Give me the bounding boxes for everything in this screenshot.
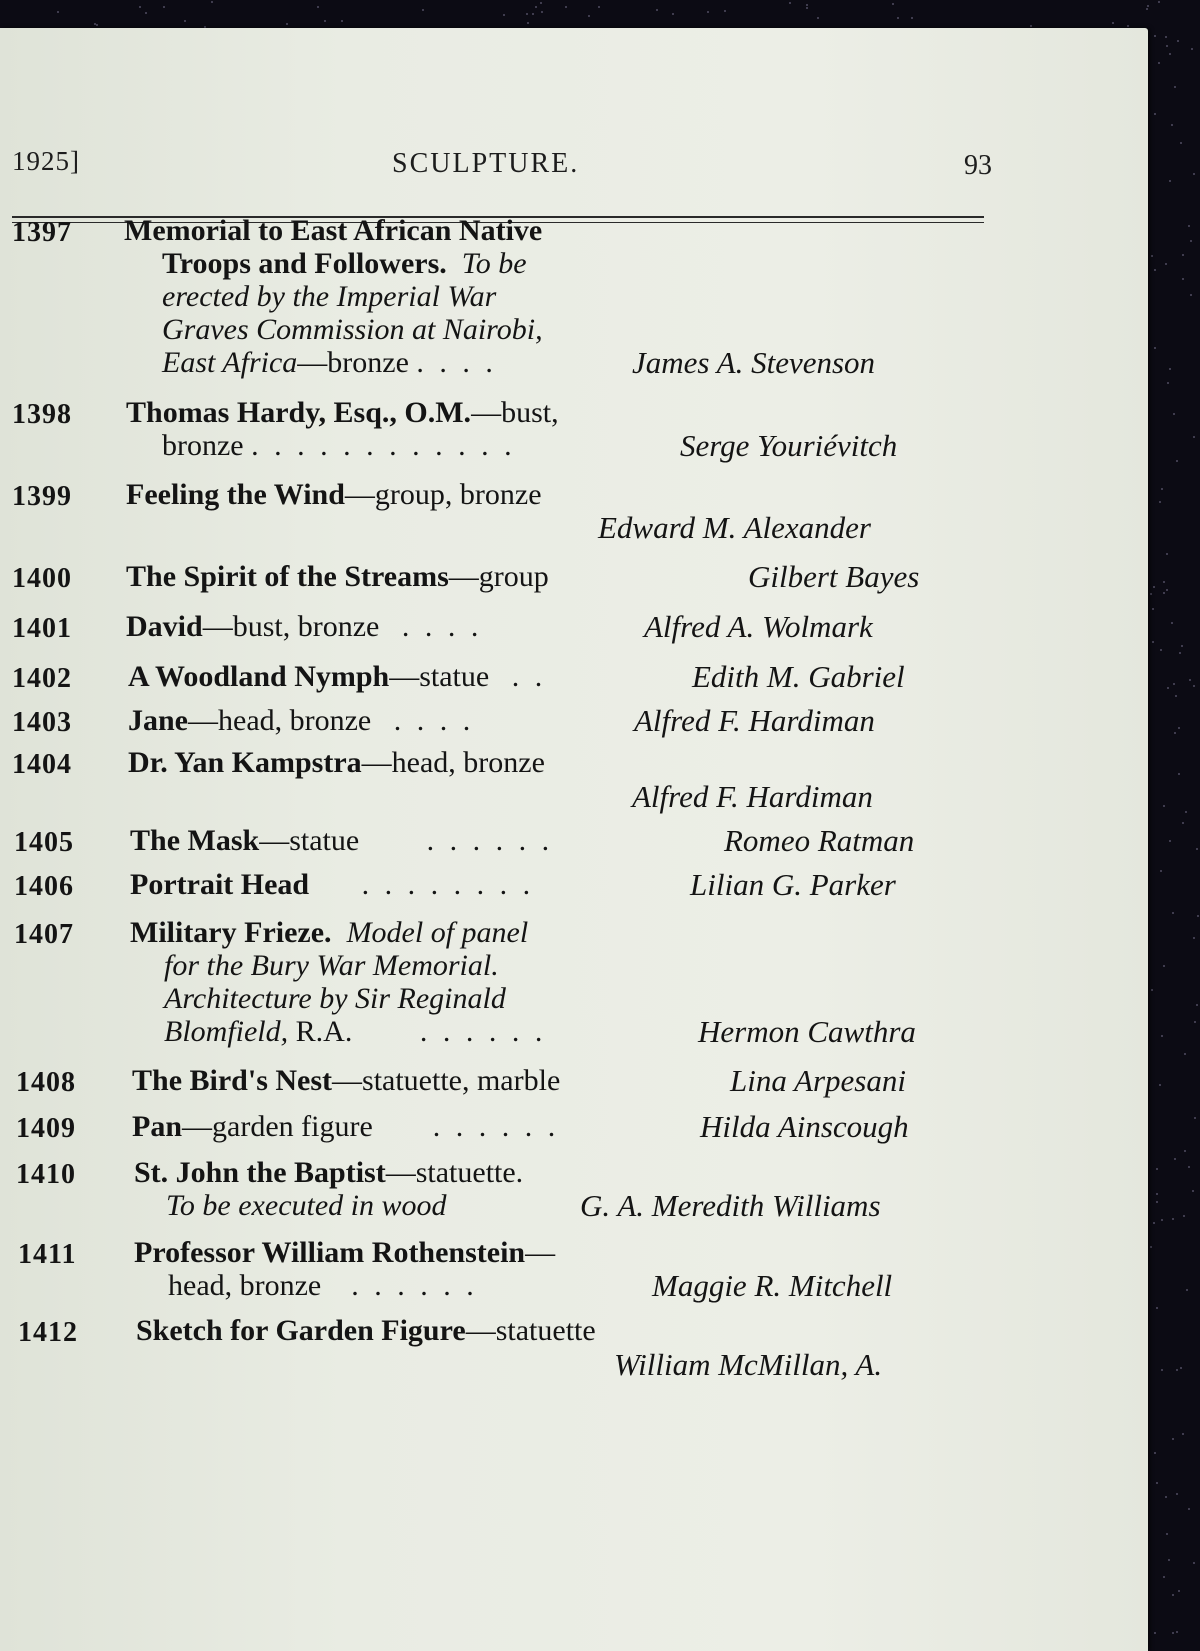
background-speck — [145, 12, 147, 14]
background-speck — [1153, 1222, 1155, 1224]
background-speck — [1175, 695, 1177, 697]
background-speck — [1147, 5, 1149, 7]
catalogue-entry — [16, 1156, 996, 1228]
background-speck — [1176, 1631, 1178, 1633]
background-speck — [1158, 62, 1160, 64]
background-speck — [1166, 45, 1168, 47]
background-speck — [588, 15, 590, 17]
background-speck — [707, 11, 709, 13]
background-speck — [1156, 1201, 1158, 1203]
entry-artist: Alfred A. Wolmark — [644, 609, 873, 644]
catalogue-entry — [12, 478, 992, 548]
background-speck — [724, 10, 726, 12]
background-speck — [1163, 965, 1165, 967]
background-speck — [1156, 1307, 1158, 1309]
catalogue-entry — [18, 1314, 998, 1386]
running-header — [12, 140, 992, 186]
background-speck — [1193, 685, 1195, 687]
background-speck — [1172, 1438, 1174, 1440]
background-speck — [1188, 1166, 1190, 1168]
background-speck — [1188, 225, 1190, 227]
background-speck — [817, 17, 819, 19]
entry-number: 1398 — [12, 399, 72, 430]
background-speck — [897, 17, 899, 19]
background-speck — [1177, 40, 1179, 42]
entry-medium-line: bronze . . . . . . . . . . . . — [162, 429, 516, 462]
background-speck — [1169, 53, 1171, 55]
background-speck — [892, 3, 894, 5]
background-speck — [1159, 1084, 1161, 1086]
entry-title-line: Military Frieze. Model of panel — [130, 916, 529, 949]
entry-artist: Edith M. Gabriel — [692, 659, 905, 694]
catalogue-entry — [12, 560, 992, 600]
background-speck — [1152, 641, 1154, 643]
background-speck — [1174, 732, 1176, 734]
entry-title-line: The Spirit of the Streams—group — [126, 560, 549, 593]
background-speck — [1183, 1215, 1185, 1217]
background-speck — [527, 22, 529, 24]
background-speck — [1186, 1289, 1188, 1291]
background-speck — [535, 6, 537, 8]
background-speck — [1184, 1053, 1186, 1055]
background-speck — [1154, 35, 1156, 37]
background-speck — [1180, 142, 1182, 144]
background-speck — [1185, 811, 1187, 813]
background-speck — [1163, 592, 1165, 594]
entry-medium-line: head, bronze . . . . . . — [168, 1269, 478, 1302]
catalogue-entry — [16, 1064, 996, 1104]
background-speck — [1150, 593, 1152, 595]
background-speck — [1194, 1117, 1196, 1119]
entry-artist: G. A. Meredith Williams — [580, 1188, 881, 1223]
entry-artist: Gilbert Bayes — [748, 559, 920, 594]
background-speck — [1161, 1219, 1163, 1221]
background-speck — [1160, 870, 1162, 872]
entry-artist: Maggie R. Mitchell — [652, 1268, 893, 1303]
page-number: 93 — [964, 150, 992, 181]
entry-title-line: A Woodland Nymph—statue . . — [128, 660, 547, 693]
background-speck — [1172, 1632, 1174, 1634]
background-speck — [1150, 1246, 1152, 1248]
background-speck — [1127, 25, 1129, 27]
entry-number: 1399 — [12, 481, 72, 512]
background-speck — [503, 14, 505, 16]
background-speck — [1192, 1190, 1194, 1192]
background-speck — [317, 6, 319, 8]
background-speck — [806, 7, 808, 9]
background-speck — [1176, 460, 1178, 462]
entry-title: Memorial to East African Native — [124, 214, 543, 247]
background-speck — [1156, 1482, 1158, 1484]
background-speck — [286, 23, 288, 25]
entry-title-line: Dr. Yan Kampstra—head, bronze — [128, 746, 545, 779]
background-speck — [1151, 989, 1153, 991]
entry-title-line: St. John the Baptist—statuette. — [134, 1156, 524, 1189]
background-speck — [57, 11, 59, 13]
background-speck — [672, 13, 674, 15]
entry-artist: Lina Arpesani — [730, 1063, 906, 1098]
background-speck — [1196, 848, 1198, 850]
background-speck — [565, 6, 567, 8]
entry-note-line: for the Bury War Memorial. — [164, 949, 499, 982]
header-title: SCULPTURE. — [392, 148, 580, 179]
entry-note-line: To be executed in wood — [166, 1189, 447, 1222]
background-speck — [1154, 269, 1156, 271]
catalogue-entry — [14, 824, 994, 864]
catalogue-entry — [16, 1110, 996, 1150]
catalogue-entry — [12, 704, 992, 744]
entry-number: 1402 — [12, 663, 72, 694]
background-speck — [1190, 294, 1192, 296]
entry-number: 1409 — [16, 1113, 76, 1144]
background-speck — [1193, 173, 1195, 175]
background-speck — [1172, 1218, 1174, 1220]
background-speck — [324, 20, 326, 22]
entry-artist: Lilian G. Parker — [690, 867, 896, 902]
background-speck — [1180, 1367, 1182, 1369]
background-speck — [1112, 22, 1114, 24]
entry-title-line-2: Troops and Followers. To be — [162, 247, 527, 280]
background-speck — [1160, 649, 1162, 651]
background-speck — [1158, 1, 1160, 3]
entry-note-line: Blomfield, R.A. . . . . . . — [164, 1015, 547, 1048]
background-speck — [1166, 589, 1168, 591]
background-speck — [1172, 912, 1174, 914]
background-speck — [526, 13, 528, 15]
entry-note-line: Graves Commission at Nairobi, — [162, 313, 543, 346]
entry-artist: Edward M. Alexander — [598, 510, 871, 545]
entry-number: 1412 — [18, 1317, 78, 1348]
catalogue-entry — [18, 1236, 998, 1308]
background-speck — [1146, 8, 1148, 10]
entry-number: 1404 — [12, 749, 72, 780]
background-speck — [1163, 1576, 1165, 1578]
background-speck — [1171, 622, 1173, 624]
background-speck — [540, 2, 542, 4]
entry-number: 1410 — [16, 1159, 76, 1190]
entry-number: 1403 — [12, 707, 72, 738]
background-speck — [1154, 1632, 1156, 1634]
background-speck — [1154, 347, 1156, 349]
background-speck — [1184, 1150, 1186, 1152]
entry-artist: Serge Youriévitch — [680, 428, 898, 463]
background-speck — [1169, 180, 1171, 182]
background-speck — [1165, 36, 1167, 38]
background-speck — [806, 4, 808, 6]
background-speck — [1151, 255, 1153, 257]
catalogue-entry — [14, 916, 994, 1056]
background-speck — [211, 1, 213, 3]
background-speck — [532, 13, 534, 15]
background-speck — [1182, 822, 1184, 824]
background-speck — [1161, 488, 1163, 490]
catalogue-page — [0, 28, 1148, 1651]
entry-artist: Hermon Cawthra — [698, 1014, 916, 1049]
entry-number: 1401 — [12, 613, 72, 644]
entry-title-line: Sketch for Garden Figure—statuette — [136, 1314, 596, 1347]
entry-title-line: Portrait Head . . . . . . . . — [130, 868, 535, 901]
background-speck — [1166, 553, 1168, 555]
background-speck — [1156, 1193, 1158, 1195]
entry-number: 1397 — [12, 217, 72, 248]
background-speck — [1173, 413, 1175, 415]
background-speck — [1152, 608, 1154, 610]
background-speck — [1182, 254, 1184, 256]
background-speck — [1163, 805, 1165, 807]
background-speck — [1182, 1433, 1184, 1435]
background-speck — [1182, 278, 1184, 280]
background-speck — [341, 20, 343, 22]
catalogue-entry — [12, 214, 992, 382]
background-speck — [1167, 687, 1169, 689]
background-speck — [1172, 1594, 1174, 1596]
background-speck — [1156, 1168, 1158, 1170]
background-speck — [1197, 915, 1199, 917]
entry-artist: William McMillan, A. — [614, 1347, 883, 1382]
background-speck — [1030, 25, 1032, 27]
background-speck — [1191, 48, 1193, 50]
background-speck — [1168, 1559, 1170, 1561]
background-speck — [1161, 1369, 1163, 1371]
background-speck — [1153, 586, 1155, 588]
entry-artist: James A. Stevenson — [632, 345, 876, 380]
background-speck — [541, 11, 543, 13]
entry-number: 1405 — [14, 827, 74, 858]
background-speck — [911, 17, 913, 19]
background-speck — [184, 20, 186, 22]
entry-title-line: David—bust, bronze . . . . — [126, 610, 483, 643]
entry-artist: Romeo Ratman — [724, 823, 915, 858]
background-speck — [139, 6, 141, 8]
background-speck — [1174, 1158, 1176, 1160]
catalogue-entry — [12, 610, 992, 650]
entry-number: 1411 — [18, 1239, 77, 1270]
background-speck — [1173, 683, 1175, 685]
background-speck — [1169, 368, 1171, 370]
background-speck — [1174, 86, 1176, 88]
background-speck — [789, 2, 791, 4]
background-speck — [1165, 1496, 1167, 1498]
background-speck — [1159, 501, 1161, 503]
background-speck — [1188, 1508, 1190, 1510]
entry-artist: Hilda Ainscough — [700, 1109, 909, 1144]
background-speck — [96, 24, 98, 26]
entry-note-line: erected by the Imperial War — [162, 280, 497, 313]
catalogue-entry — [12, 396, 992, 466]
catalogue-entry — [12, 746, 992, 818]
background-speck — [1193, 436, 1195, 438]
header-year: 1925] — [12, 146, 80, 176]
background-speck — [1178, 773, 1180, 775]
background-speck — [1161, 1035, 1163, 1037]
background-speck — [422, 9, 424, 11]
background-speck — [1154, 1452, 1156, 1454]
entry-title-line: Feeling the Wind—group, bronze — [126, 478, 542, 511]
background-speck — [656, 9, 658, 11]
background-speck — [1176, 1369, 1178, 1371]
entry-title-line: Pan—garden figure . . . . . . — [132, 1110, 560, 1143]
background-speck — [1179, 652, 1181, 654]
entry-title-line: The Mask—statue . . . . . . — [130, 824, 554, 857]
background-speck — [1189, 679, 1191, 681]
entry-title-line: Professor William Rothenstein— — [134, 1236, 556, 1269]
background-speck — [1154, 113, 1156, 115]
entry-note-line: Architecture by Sir Reginald — [164, 982, 506, 1015]
background-speck — [1196, 1004, 1198, 1006]
background-speck — [1166, 1533, 1168, 1535]
background-speck — [1163, 581, 1165, 583]
background-speck — [1190, 240, 1192, 242]
entry-number: 1406 — [14, 871, 74, 902]
entry-number: 1408 — [16, 1067, 76, 1098]
background-speck — [1165, 263, 1167, 265]
catalogue-entry — [14, 868, 994, 908]
background-speck — [163, 6, 165, 8]
background-speck — [1193, 937, 1195, 939]
background-speck — [1178, 727, 1180, 729]
background-speck — [1181, 645, 1183, 647]
background-speck — [1178, 1590, 1180, 1592]
entry-title-line: Jane—head, bronze . . . . — [128, 704, 475, 737]
entry-medium-line: East Africa—bronze . . . . — [162, 346, 497, 379]
background-speck — [1193, 1562, 1195, 1564]
background-speck — [1176, 1493, 1178, 1495]
catalogue-entry — [12, 660, 992, 700]
entry-artist: Alfred F. Hardiman — [632, 779, 873, 814]
entry-title-line: The Bird's Nest—statuette, marble — [132, 1064, 561, 1097]
background-speck — [1167, 382, 1169, 384]
background-speck — [1194, 1021, 1196, 1023]
entry-number: 1400 — [12, 563, 72, 594]
background-speck — [598, 6, 600, 8]
entry-number: 1407 — [14, 919, 74, 950]
background-speck — [1171, 124, 1173, 126]
entry-title-line: Thomas Hardy, Esq., O.M.—bust, — [126, 396, 559, 429]
background-speck — [1169, 840, 1171, 842]
entry-artist: Alfred F. Hardiman — [634, 703, 875, 738]
